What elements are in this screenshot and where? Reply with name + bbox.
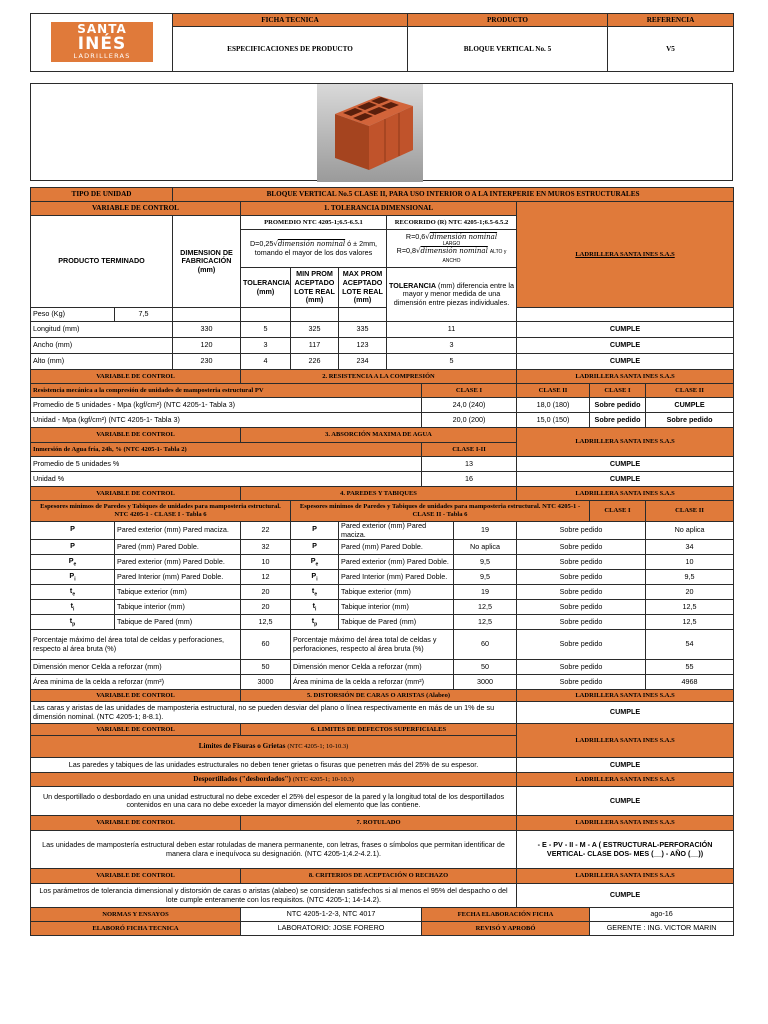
clase1-result: Sobre pedido bbox=[517, 555, 646, 570]
resistencia-desc: Resistencia mecánica a la compresión de unidades de mamposteria estructural PV bbox=[31, 384, 422, 398]
clase1-result: Sobre pedido bbox=[590, 413, 646, 428]
var-control-7: VARIABLE DE CONTROL bbox=[31, 816, 241, 831]
symbol: t bbox=[311, 586, 315, 596]
symbol-sub: e bbox=[72, 591, 76, 598]
row-label: Porcentaje máximo del área total de celdas y perforaciones, respecto al área bruta (%) bbox=[31, 630, 241, 660]
logo-text-ines: INÉS bbox=[77, 34, 127, 54]
peso-value: 7,5 bbox=[115, 308, 173, 322]
absorcion-desc: Inmersión de Agua fría, 24h, % (NTC 4205-1- Tabla 2) bbox=[31, 443, 422, 457]
row-label-2: Tabique exterior (mm) bbox=[339, 585, 454, 600]
clase1-result: Sobre pedido bbox=[517, 630, 646, 660]
clase1-value: 22 bbox=[241, 522, 291, 540]
paredes-desc-clase2: Espesores minimos de Paredes y Tabiques de unidades para mamposteria estructural. NTC 4205-1 - CLASE II - Tabla 6 bbox=[291, 501, 590, 522]
formula-r2-radicand: dimensión nominal bbox=[420, 247, 488, 256]
row-label: Tabique exterior (mm) bbox=[115, 585, 241, 600]
symbol: P bbox=[69, 571, 75, 581]
clase1-result: Sobre pedido bbox=[517, 615, 646, 630]
table-row bbox=[31, 600, 734, 615]
clase2-value: 12,5 bbox=[454, 615, 517, 630]
absorcion-title: 3. ABSORCIÓN MAXIMA DE AGUA bbox=[241, 428, 517, 443]
clase2-value: 3000 bbox=[454, 675, 517, 690]
criterios-title: 8. CRITERIOS DE ACEPTACIÓN O RECHAZO bbox=[241, 869, 517, 884]
row-label-2: Tabique de Pared (mm) bbox=[339, 615, 454, 630]
peso-label: Peso (Kg) bbox=[31, 308, 115, 322]
resistencia-clase1-header: CLASE I bbox=[422, 384, 517, 398]
tol-value: 4 bbox=[241, 354, 291, 370]
fecha-label: FECHA ELABORACIÓN FICHA bbox=[422, 908, 590, 922]
rec-value: 11 bbox=[387, 322, 517, 338]
logo-text-ladrilleras: LADRILLERAS bbox=[73, 52, 131, 60]
symbol-clase1 bbox=[31, 540, 115, 555]
absorcion-clase-header: CLASE I-II bbox=[422, 443, 517, 457]
tolerancia-description bbox=[387, 268, 517, 322]
clase2-value: 19 bbox=[454, 585, 517, 600]
clase2-value: 15,0 (150) bbox=[517, 413, 590, 428]
row-label-2: Pared exterior (mm) Pared Doble. bbox=[339, 555, 454, 570]
criterios-text: Los parámetros de tolerancia dimensional y distorsión de caras o aristas (alabeo) se consideran satisfechos si al menos el 95% del despacho o del lote cumple enteramente con los requisitos. (NTC 4205-1; 14-14.2). bbox=[31, 884, 517, 908]
min-value: 117 bbox=[291, 338, 339, 354]
table-row bbox=[31, 354, 734, 370]
resistencia-clase2-header: CLASE II bbox=[517, 384, 590, 398]
clase2-result: 10 bbox=[646, 555, 734, 570]
table-row bbox=[31, 413, 734, 428]
rotulado-title: 7. ROTULADO bbox=[241, 816, 517, 831]
dim-value: 230 bbox=[173, 354, 241, 370]
clase2-result: CUMPLE bbox=[646, 398, 734, 413]
distorsion-title: 5. DISTORSIÓN DE CARAS O ARISTAS (Alabeo) bbox=[241, 690, 517, 702]
table-row bbox=[31, 615, 734, 630]
header-referencia-valor: V5 bbox=[608, 27, 734, 72]
table-row bbox=[31, 630, 734, 660]
result-value: CUMPLE bbox=[517, 354, 734, 370]
table-row bbox=[31, 660, 734, 675]
symbol: P bbox=[312, 541, 317, 551]
row-label: Unidad - Mpa (kgf/cm²) (NTC 4205-1- Tabla 3) bbox=[31, 413, 422, 428]
symbol: t bbox=[311, 616, 315, 626]
min-prom-col-header: MIN PROM ACEPTADO LOTE REAL (mm) bbox=[291, 268, 339, 308]
min-value: 226 bbox=[291, 354, 339, 370]
formula-d-prefix: D=0,25 bbox=[249, 238, 274, 248]
row-label-2: Dimensión menor Celda a reforzar (mm) bbox=[291, 660, 454, 675]
logo-text-santa: SANTA bbox=[77, 22, 127, 36]
elaboro-value: LABORATORIO: JOSE FORERO bbox=[241, 922, 422, 936]
formula-r2-prefix: R=0,8 bbox=[396, 246, 417, 256]
symbol-sub: e bbox=[314, 591, 318, 598]
brick-image bbox=[317, 84, 423, 182]
row-label: Pared exterior (mm) Pared Doble. bbox=[115, 555, 241, 570]
rec-value: 5 bbox=[387, 354, 517, 370]
formula-r bbox=[387, 230, 517, 268]
formula-d-radicand: dimensión nominal bbox=[277, 239, 346, 248]
row-label: Tabique de Pared (mm) bbox=[115, 615, 241, 630]
symbol-clase2 bbox=[291, 522, 339, 540]
symbol-clase1 bbox=[31, 555, 115, 570]
absorcion-value: 16 bbox=[422, 472, 517, 487]
recorrido-header: RECORRIDO (R) NTC 4205-1;6.5-6.5.2 bbox=[387, 216, 517, 230]
clase2-result: 54 bbox=[646, 630, 734, 660]
table-row bbox=[31, 398, 734, 413]
rec-value: 3 bbox=[387, 338, 517, 354]
elaboro-label: ELABORÓ FICHA TECNICA bbox=[31, 922, 241, 936]
row-label: Alto (mm) bbox=[31, 354, 173, 370]
symbol: P bbox=[312, 524, 317, 534]
result-value: CUMPLE bbox=[517, 338, 734, 354]
formula-d-text: 2mm, tomando el mayor de los dos valores bbox=[254, 238, 378, 257]
clase1-value: 24,0 (240) bbox=[422, 398, 517, 413]
producto-terminado-label: PRODUCTO TERMINADO bbox=[31, 216, 173, 308]
clase2-result: 34 bbox=[646, 540, 734, 555]
absorcion-value: 13 bbox=[422, 457, 517, 472]
clase2-value: 12,5 bbox=[454, 600, 517, 615]
table-row bbox=[31, 322, 734, 338]
row-label-2: Pared (mm) Pared Doble. bbox=[339, 540, 454, 555]
clase2-result: 12,5 bbox=[646, 600, 734, 615]
company-name-5: LADRILLERA SANTA INES S.A.S bbox=[517, 690, 734, 702]
symbol-clase2 bbox=[291, 540, 339, 555]
clase1-result: Sobre pedido bbox=[517, 522, 646, 540]
symbol-clase1 bbox=[31, 600, 115, 615]
clase2-result: 12,5 bbox=[646, 615, 734, 630]
clase1-result: Sobre pedido bbox=[517, 540, 646, 555]
var-control-6: VARIABLE DE CONTROL bbox=[31, 724, 241, 736]
clase2-result: 20 bbox=[646, 585, 734, 600]
var-control-3: VARIABLE DE CONTROL bbox=[31, 428, 241, 443]
header-producto: PRODUCTO bbox=[408, 14, 608, 27]
paredes-desc-clase1: Espesores minimos de Paredes y Tabiques de unidades para mamposteria estructural. NTC 4205-1 - CLASE I - Tabla 6 bbox=[31, 501, 291, 522]
min-value: 325 bbox=[291, 322, 339, 338]
symbol-sub: i bbox=[74, 576, 76, 583]
var-control-8: VARIABLE DE CONTROL bbox=[31, 869, 241, 884]
company-name-6: LADRILLERA SANTA INES S.A.S bbox=[517, 724, 734, 758]
rotulado-result: - E - PV - II - M - A ( ESTRUCTURAL-PERFORACIÓN VERTICAL- CLASE DOS- MES (__) - AÑO (__)) bbox=[517, 831, 734, 869]
result-value: CUMPLE bbox=[517, 322, 734, 338]
var-control-4: VARIABLE DE CONTROL bbox=[31, 487, 241, 501]
result-value: CUMPLE bbox=[517, 472, 734, 487]
paredes-rows bbox=[31, 522, 734, 630]
symbol: t bbox=[69, 616, 73, 626]
symbol-clase1 bbox=[31, 615, 115, 630]
clase1-value: 3000 bbox=[241, 675, 291, 690]
symbol-clase2 bbox=[291, 570, 339, 585]
clase2-result: No aplica bbox=[646, 522, 734, 540]
product-image-frame bbox=[30, 83, 733, 181]
clase2-value: 19 bbox=[454, 522, 517, 540]
table-row bbox=[31, 472, 734, 487]
formula-r2 bbox=[389, 247, 514, 264]
clase1-value: 20 bbox=[241, 600, 291, 615]
company-name-9: LADRILLERA SANTA INES S.A.S bbox=[517, 869, 734, 884]
clase1-result: Sobre pedido bbox=[590, 398, 646, 413]
fisuras-ref: (NTC 4205-1; 10-10.3) bbox=[287, 743, 349, 751]
clase2-value: 50 bbox=[454, 660, 517, 675]
fisuras-result: CUMPLE bbox=[517, 758, 734, 773]
symbol-clase2 bbox=[291, 600, 339, 615]
normas-value: NTC 4205-1-2-3, NTC 4017 bbox=[241, 908, 422, 922]
clase1-value: 32 bbox=[241, 540, 291, 555]
dim-value: 120 bbox=[173, 338, 241, 354]
desportillados-title: Desportillados ("desbordados") bbox=[193, 775, 291, 784]
symbol-sub: p bbox=[72, 621, 76, 628]
formula-r1-prefix: R=0,6 bbox=[405, 231, 426, 241]
company-name-4: LADRILLERA SANTA INES S.A.S bbox=[517, 487, 734, 501]
spec-table bbox=[30, 187, 734, 936]
header-table bbox=[30, 13, 734, 72]
normas-label: NORMAS Y ENSAYOS bbox=[31, 908, 241, 922]
tol-value: 5 bbox=[241, 322, 291, 338]
clase2-result: Sobre pedido bbox=[646, 413, 734, 428]
fisuras-header bbox=[31, 736, 517, 758]
symbol-sub: e bbox=[73, 561, 77, 568]
resistencia-title: 2. RESISTENCIA A LA COMPRESIÓN bbox=[241, 370, 517, 384]
var-control-1: VARIABLE DE CONTROL bbox=[31, 202, 241, 216]
logo-cell bbox=[31, 14, 173, 72]
symbol-clase2 bbox=[291, 615, 339, 630]
symbol-clase1 bbox=[31, 570, 115, 585]
row-label: Tabique interior (mm) bbox=[115, 600, 241, 615]
reviso-value: GERENTE : ING. VICTOR MARIN bbox=[590, 922, 734, 936]
clase1-result: Sobre pedido bbox=[517, 675, 646, 690]
row-label-2: Pared exterior (mm) Pared maciza. bbox=[339, 522, 454, 540]
technical-sheet bbox=[30, 13, 733, 936]
reviso-label: REVISÓ Y APROBÓ bbox=[422, 922, 590, 936]
formula-r1-radicand: dimensión nominal bbox=[429, 232, 498, 241]
symbol: P bbox=[70, 524, 75, 534]
symbol: t bbox=[69, 586, 73, 596]
header-especificaciones: ESPECIFICACIONES DE PRODUCTO bbox=[173, 27, 408, 72]
clase1-value: 20 bbox=[241, 585, 291, 600]
desportillados-ref: (NTC 4205-1; 10-10.3) bbox=[292, 776, 354, 784]
dim-value: 330 bbox=[173, 322, 241, 338]
clase1-value: 12,5 bbox=[241, 615, 291, 630]
tol-value: 3 bbox=[241, 338, 291, 354]
row-label-2: Porcentaje máximo del área total de celdas y perforaciones, respecto al área bruta (%) bbox=[291, 630, 454, 660]
clase1-value: 60 bbox=[241, 630, 291, 660]
criterios-result: CUMPLE bbox=[517, 884, 734, 908]
header-referencia: REFERENCIA bbox=[608, 14, 734, 27]
resistencia-clase1-result-header: CLASE I bbox=[590, 384, 646, 398]
symbol: P bbox=[310, 556, 316, 566]
formula-d-sqrt: √dimensión nominal bbox=[273, 239, 346, 248]
clase2-value: No aplica bbox=[454, 540, 517, 555]
table-row bbox=[31, 540, 734, 555]
tipo-unidad-value: BLOQUE VERTICAL No.5 CLASE II, PARA USO INTERIOR O A LA INTERPERIE EN MUROS ESTRUCTURALES bbox=[173, 188, 734, 202]
clase1-value: 10 bbox=[241, 555, 291, 570]
clase2-value: 9,5 bbox=[454, 570, 517, 585]
max-prom-col-header: MAX PROM ACEPTADO LOTE REAL (mm) bbox=[339, 268, 387, 308]
desportillados-text: Un desportillado o desbordado en una unidad estructural no debe exceder el 25% del espesor de la pared y la longitud total de los desportillados contenidos en una cara no debe exceder la mayor dimensión del elemento que las contiene. bbox=[31, 787, 517, 816]
symbol-sub: i bbox=[315, 606, 317, 613]
header-producto-nombre: BLOQUE VERTICAL No. 5 bbox=[408, 27, 608, 72]
row-label: Unidad % bbox=[31, 472, 422, 487]
row-label: Dimensión menor Celda a reforzar (mm) bbox=[31, 660, 241, 675]
tolerancia-title: 1. TOLERANCIA DIMENSIONAL bbox=[241, 202, 517, 216]
symbol-sub: i bbox=[316, 576, 318, 583]
clase2-value: 60 bbox=[454, 630, 517, 660]
clase1-value: 50 bbox=[241, 660, 291, 675]
symbol-sub: p bbox=[314, 621, 318, 628]
clase2-value: 9,5 bbox=[454, 555, 517, 570]
row-label: Promedio de 5 unidades % bbox=[31, 457, 422, 472]
formula-r1 bbox=[389, 233, 514, 242]
row-label: Pared (mm) Pared Doble. bbox=[115, 540, 241, 555]
header-ficha-tecnica: FICHA TECNICA bbox=[173, 14, 408, 27]
clase1-result: Sobre pedido bbox=[517, 600, 646, 615]
promedio-header: PROMEDIO NTC 4205-1;6.5-6.5.1 bbox=[241, 216, 387, 230]
dimension-fabricacion-label: DIMENSION DE FABRICACIÓN (mm) bbox=[173, 216, 241, 308]
company-name-3: LADRILLERA SANTA INES S.A.S bbox=[517, 428, 734, 457]
table-row bbox=[31, 570, 734, 585]
var-control-2: VARIABLE DE CONTROL bbox=[31, 370, 241, 384]
tolerancia-desc-text: (mm) diferencia entre la mayor y menor medida de una dimensión entre piezas individuales. bbox=[393, 280, 514, 307]
clase1-result: Sobre pedido bbox=[517, 570, 646, 585]
row-label: Ancho (mm) bbox=[31, 338, 173, 354]
rotulado-text: Las unidades de mampostería estructural deben estar rotuladas de manera permanente, con letras, frases o símbolos que permitan identificar de manera clara e inequívoca su designación. (NTC 4205-1;4.2-4.2.1). bbox=[31, 831, 517, 869]
table-row bbox=[31, 555, 734, 570]
formula-r1-note: LARGO bbox=[442, 241, 461, 248]
paredes-clase2-header: CLASE II bbox=[646, 501, 734, 522]
symbol: t bbox=[70, 601, 73, 611]
clase1-result: Sobre pedido bbox=[517, 660, 646, 675]
resistencia-clase2-result-header: CLASE II bbox=[646, 384, 734, 398]
formula-r2-sqrt: √dimensión nominal bbox=[416, 247, 488, 256]
symbol: P bbox=[70, 541, 75, 551]
row-label: Promedio de 5 unidades - Mpa (kgf/cm²) (NTC 4205-1- Tabla 3) bbox=[31, 398, 422, 413]
company-name-1: LADRILLERA SANTA INES S.A.S bbox=[517, 202, 734, 308]
result-value: CUMPLE bbox=[517, 457, 734, 472]
fecha-value: ago-16 bbox=[590, 908, 734, 922]
table-row bbox=[31, 338, 734, 354]
symbol-sub: i bbox=[73, 606, 75, 613]
table-row bbox=[31, 585, 734, 600]
max-value: 123 bbox=[339, 338, 387, 354]
max-value: 335 bbox=[339, 322, 387, 338]
symbol: P bbox=[68, 556, 74, 566]
row-label-2: Pared Interior (mm) Pared Doble. bbox=[339, 570, 454, 585]
row-label: Área minima de la celda a reforzar (mm²) bbox=[31, 675, 241, 690]
symbol-clase2 bbox=[291, 585, 339, 600]
symbol-clase2 bbox=[291, 555, 339, 570]
clase2-result: 9,5 bbox=[646, 570, 734, 585]
product-photo-background bbox=[317, 84, 423, 182]
paredes-title: 4. PAREDES Y TABIQUES bbox=[241, 487, 517, 501]
symbol: t bbox=[312, 601, 315, 611]
clase1-value: 20,0 (200) bbox=[422, 413, 517, 428]
clase2-result: 55 bbox=[646, 660, 734, 675]
distorsion-result: CUMPLE bbox=[517, 702, 734, 724]
tipo-unidad-label: TIPO DE UNIDAD bbox=[31, 188, 173, 202]
row-label-2: Tabique interior (mm) bbox=[339, 600, 454, 615]
symbol-clase1 bbox=[31, 522, 115, 540]
var-control-5: VARIABLE DE CONTROL bbox=[31, 690, 241, 702]
tolerancia-col-header: TOLERANCIA (mm) bbox=[241, 268, 291, 308]
max-value: 234 bbox=[339, 354, 387, 370]
clase1-value: 12 bbox=[241, 570, 291, 585]
clase2-result: 4968 bbox=[646, 675, 734, 690]
company-logo bbox=[51, 22, 153, 62]
fisuras-text: Las paredes y tabiques de las unidades estructurales no deben tener grietas o fisuras que penetren más del 25% de su espesor. bbox=[31, 758, 517, 773]
table-row bbox=[31, 457, 734, 472]
table-row bbox=[31, 522, 734, 540]
tolerancia-desc-bold: TOLERANCIA bbox=[389, 280, 437, 290]
clase2-value: 18,0 (180) bbox=[517, 398, 590, 413]
row-label: Pared Interior (mm) Pared Doble. bbox=[115, 570, 241, 585]
symbol-sub: e bbox=[315, 561, 319, 568]
formula-r2-note: ALTO y ANCHO bbox=[442, 249, 507, 264]
clase1-result: Sobre pedido bbox=[517, 585, 646, 600]
row-label-2: Área minima de la celda a reforzar (mm²) bbox=[291, 675, 454, 690]
formula-r1-sqrt: √dimensión nominal bbox=[425, 232, 498, 241]
symbol-clase1 bbox=[31, 585, 115, 600]
distorsion-text: Las caras y aristas de las unidades de mamposteria estructural, no se pueden desviar del plano o línea respectivamente en más de un 1% de su dimensión nominal. (NTC 4205-1; 8-8.1). bbox=[31, 702, 517, 724]
company-name-7: LADRILLERA SANTA INES S.A.S bbox=[517, 773, 734, 787]
desportillados-result: CUMPLE bbox=[517, 787, 734, 816]
paredes-clase1-header: CLASE I bbox=[590, 501, 646, 522]
company-name-2: LADRILLERA SANTA INES S.A.S bbox=[517, 370, 734, 384]
symbol: P bbox=[311, 571, 317, 581]
table-row bbox=[31, 675, 734, 690]
formula-d-suffix: ó ± bbox=[347, 238, 358, 248]
limites-title: 6. LIMITES DE DEFECTOS SUPERFICIALES bbox=[241, 724, 517, 736]
formula-d bbox=[241, 230, 387, 268]
row-label: Pared exterior (mm) Pared maciza. bbox=[115, 522, 241, 540]
row-label: Longitud (mm) bbox=[31, 322, 173, 338]
desportillados-header bbox=[31, 773, 517, 787]
fisuras-title: Limites de Fisuras o Grietas bbox=[198, 742, 286, 751]
company-name-8: LADRILLERA SANTA INES S.A.S bbox=[517, 816, 734, 831]
